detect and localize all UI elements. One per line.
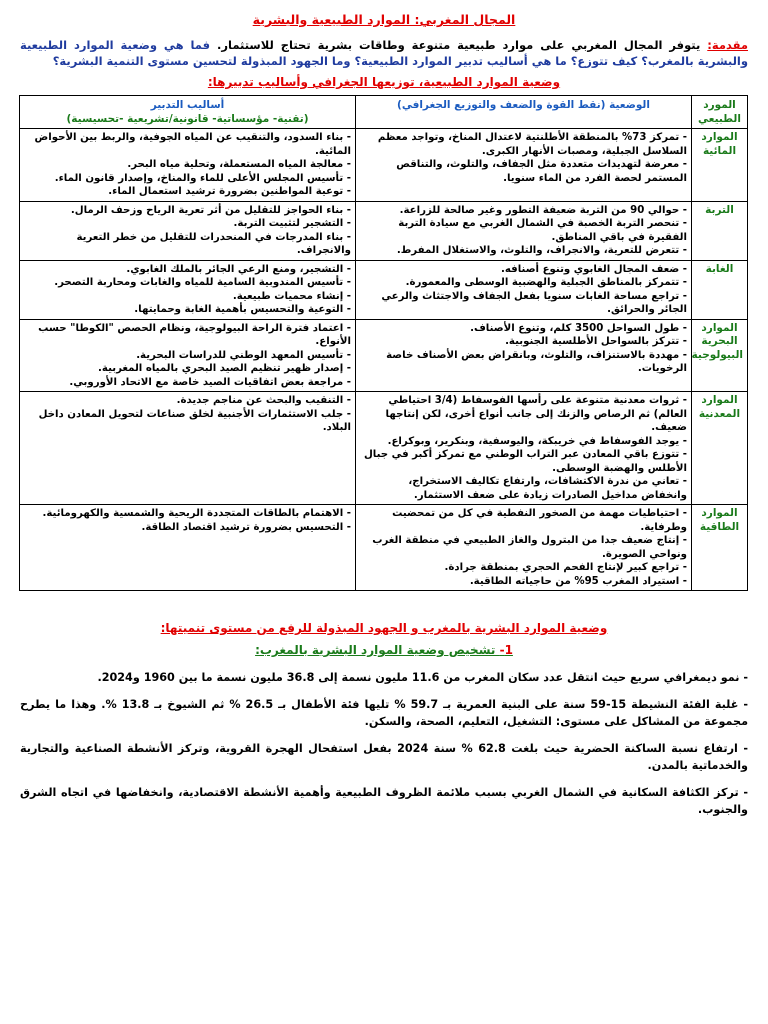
paragraph: - نمو ديمغرافي سريع حيث انتقل عدد سكان المغرب من 11.6 مليون نسمة إلى 36.8 مليون نسمة ما بين 1960 و2024.	[97, 671, 748, 684]
status-item: - يوجد الفوسفاط في خريبكة، واليوسفية، وبنكرير، وبوكراع.	[387, 435, 687, 447]
management-cell	[20, 201, 356, 260]
management-item: - بناء السدود، والتنقيب عن المياه الجوفية، والربط بين الأحواض المائية.	[34, 132, 351, 157]
management-item: - معالجة المياه المستعملة، وتحلية مياه البحر.	[127, 159, 351, 170]
status-item: - مهددة بالاستنزاف، والتلوث، وبانقراض بعض الأصناف خاصة الرخويات.	[386, 349, 687, 374]
table-row	[20, 392, 748, 505]
subsection-title	[20, 643, 748, 657]
table-body	[20, 129, 748, 591]
management-item: - التنقيب والبحث عن مناجم جديدة.	[176, 395, 351, 406]
management-item: - الاهتمام بالطاقات المتجددة الريحية والشمسية والكهرومائية.	[42, 508, 351, 519]
section2-title: وضعية الموارد البشرية بالمغرب و الجهود المبذولة للرفع من مستوى تنميتها:	[160, 621, 608, 635]
management-item: - بناء الحواجز للتقليل من أثر تعرية الرياح وزحف الرمال.	[70, 204, 351, 216]
header-resource: المورد الطبيعي	[692, 96, 748, 129]
paragraph: - غلبة الفئة النشيطة 15-59 سنة على البنية العمرية بـ 59.7 % تليها فئة الأطفال بـ 26.5 % ثم الشيوخ بـ 13.8 %. وهذا ما يطرح مجموعة من المشاكل على مستوى: التشغيل، التعليم، الصحة، والسكن.	[20, 698, 749, 728]
status-cell	[356, 319, 692, 392]
introduction	[20, 37, 748, 69]
natural-resources-table	[19, 95, 748, 591]
status-item: - إنتاج ضعيف جدا من البترول والغاز الطبيعي في منطقة الغرب ونواحي الصويرة.	[372, 535, 687, 560]
status-item: - معرضة لتهديدات متعددة مثل الجفاف، والتلوث، والتناقص المستمر لحصة الفرد من الماء سنويا.	[396, 159, 687, 184]
status-item: - تتوزع باقي المعادن عبر التراب الوطني مع تمركز أكبر في جبال الأطلس والهضبة الوسطى.	[363, 449, 687, 474]
status-item: - تتركز بالسواحل الأطلسية الجنوبية.	[505, 336, 687, 347]
management-item: - اعتماد فترة الراحة البيولوجية، ونظام الحصص "الكوطا" حسب الأنواع.	[38, 322, 351, 347]
intro-question: فما هي وضعية الموارد الطبيعية والبشرية بالمغرب؟ كيف تتوزع؟ ما هي أساليب تدبير الموارد الطبيعية؟ وما الجهود المبذولة لتحسين مستوى التنمية البشرية؟	[20, 38, 748, 68]
status-item: - طول السواحل 3500 كلم، وتنوع الأصناف.	[470, 322, 687, 334]
resource-name-cell: الموارد البحرية البيولوجية	[692, 319, 748, 392]
status-item: - ثروات معدنية متنوعة على رأسها الفوسفاط (3/4 احتياطي العالم) ثم الرصاص والزنك إلى جانب أنواع أخرى، لكن إنتاجها ضعيف.	[385, 395, 687, 433]
table-row	[20, 129, 748, 202]
status-item: - تمركز 73% بالمنطقة الأطلنتية لاعتدال المناخ، وتواجد معظم السلاسل الجبلية، ومصبات الأنهار الكبرى.	[377, 132, 687, 157]
management-cell	[20, 505, 356, 591]
status-item: - تتمركز بالمناطق الجبلية والهضبية الوسطى والمعمورة.	[405, 277, 687, 288]
table-row	[20, 260, 748, 319]
resource-name-cell: الموارد الطاقية	[692, 505, 748, 591]
management-cell	[20, 319, 356, 392]
management-item: - التشجير، ومنع الرعي الجائر بالملك الغابوي.	[126, 263, 351, 275]
subsection-text: تشخيص وضعية الموارد البشرية بالمغرب:	[255, 643, 500, 657]
management-item: - تأسيس المعهد الوطني للدراسات البحرية.	[136, 349, 351, 361]
subsection-number: 1-	[499, 643, 513, 657]
paragraph: - ارتفاع نسبة الساكنة الحضرية حيث بلغت 62.8 % سنة 2024 بفعل استفحال الهجرة القروية، وتركز الأنشطة الصناعية والتجارية والخدماتية بالمدن.	[20, 742, 748, 772]
resource-name-cell: التربة	[692, 201, 748, 260]
header-management	[20, 96, 356, 129]
table-row	[20, 319, 748, 392]
status-item: - تتعرض للتعرية، والانجراف، والتلوث، والاستغلال المفرط.	[396, 245, 687, 256]
document-title: المجال المغربي: الموارد الطبيعية والبشرية	[252, 12, 516, 27]
resource-name-cell: الغابة	[692, 260, 748, 319]
status-cell	[356, 129, 692, 202]
intro-text: يتوفر المجال المغربي على موارد طبيعية متنوعة وطاقات بشرية تحتاج للاستثمار.	[217, 38, 708, 52]
management-cell	[20, 392, 356, 505]
status-cell	[356, 392, 692, 505]
status-item: - تراجع مساحة الغابات سنويا بفعل الجفاف والاجتثاث والرعي الجائر والحرائق.	[381, 290, 687, 315]
status-item: - تراجع كبير لإنتاج الفحم الحجري بمنطقة جرادة.	[444, 562, 687, 573]
status-cell	[356, 201, 692, 260]
section1-title: وضعية الموارد الطبيعية، توزيعها الجغرافي وأساليب تدبيرها:	[207, 75, 561, 89]
status-item: - استيراد المغرب 95% من حاجياته الطاقية.	[469, 575, 687, 587]
status-cell	[356, 260, 692, 319]
management-item: - تأسيس المجلس الأعلى للماء والمناخ، وإصدار قانون الماء.	[54, 172, 351, 184]
paragraph: - تركز الكثافة السكانية في الشمال الغربي بسبب ملائمة الظروف الطبيعية وأهمية الأنشطة الاقتصادية، وانخفاضها في اتجاه الشرق والجنوب.	[20, 786, 748, 816]
management-item: - بناء المدرجات في المنحدرات للتقليل من خطر التعرية والانجراف.	[76, 231, 351, 256]
management-item: - توعية المواطنين بضرورة ترشيد استعمال الماء.	[108, 186, 351, 197]
resource-name-cell: الموارد المائية	[692, 129, 748, 202]
status-cell	[356, 505, 692, 591]
intro-label: مقدمة:	[707, 38, 748, 52]
table-header-row	[20, 96, 748, 129]
management-cell	[20, 260, 356, 319]
status-item: - تنحصر التربة الخصبة في الشمال الغربي مع سيادة التربة الفقيرة في باقي المناطق.	[398, 218, 687, 243]
status-item: - تعاني من ندرة الاكتشافات، وارتفاع تكاليف الاستخراج، وانخفاض مداخيل الصادرات زيادة على ضعف الاستثمار.	[408, 476, 687, 501]
table-row	[20, 505, 748, 591]
status-item: - حوالي 90 من التربة ضعيفة التطور وغير صالحة للزراعة.	[399, 204, 687, 216]
management-item: - التحسيس بضرورة ترشيد اقتصاد الطاقة.	[141, 521, 351, 533]
management-item: - التشجير لتثبيت التربة.	[233, 218, 351, 229]
management-item: - جلب الاستثمارات الأجنبية لخلق صناعات لتحويل المعادن داخل البلاد.	[38, 408, 351, 433]
management-item: - تأسيس المندوبية السامية للمياه والغابات ومحاربة التصحر.	[54, 277, 351, 288]
header-management-title: أساليب التدبير	[150, 99, 225, 111]
status-item: - ضعف المجال الغابوي وتنوع أصنافه.	[501, 263, 687, 275]
management-item: - إصدار ظهير تنظيم الصيد البحري بالمياه المغربية.	[98, 363, 351, 374]
management-item: - التوعية والتحسيس بأهمية الغابة وحمايتها.	[134, 304, 351, 315]
human-resources-paragraphs	[20, 669, 748, 818]
table-row	[20, 201, 748, 260]
header-management-subtitle: (تقنية- مؤسساتية- قانونية/تشريعية -تحسيسية)	[66, 113, 309, 125]
header-status: الوضعية (نقط القوة والضعف والتوزيع الجغرافي)	[356, 96, 692, 129]
management-item: - مراجعة بعض اتفاقيات الصيد خاصة مع الاتحاد الأوروبي.	[69, 376, 351, 388]
management-item: - إنشاء محميات طبيعية.	[232, 290, 351, 302]
management-cell	[20, 129, 356, 202]
resource-name-cell: الموارد المعدنية	[692, 392, 748, 505]
status-item: - احتياطيات مهمة من الصخور النفطية في كل من تمحضيت وطرفاية.	[392, 508, 687, 533]
